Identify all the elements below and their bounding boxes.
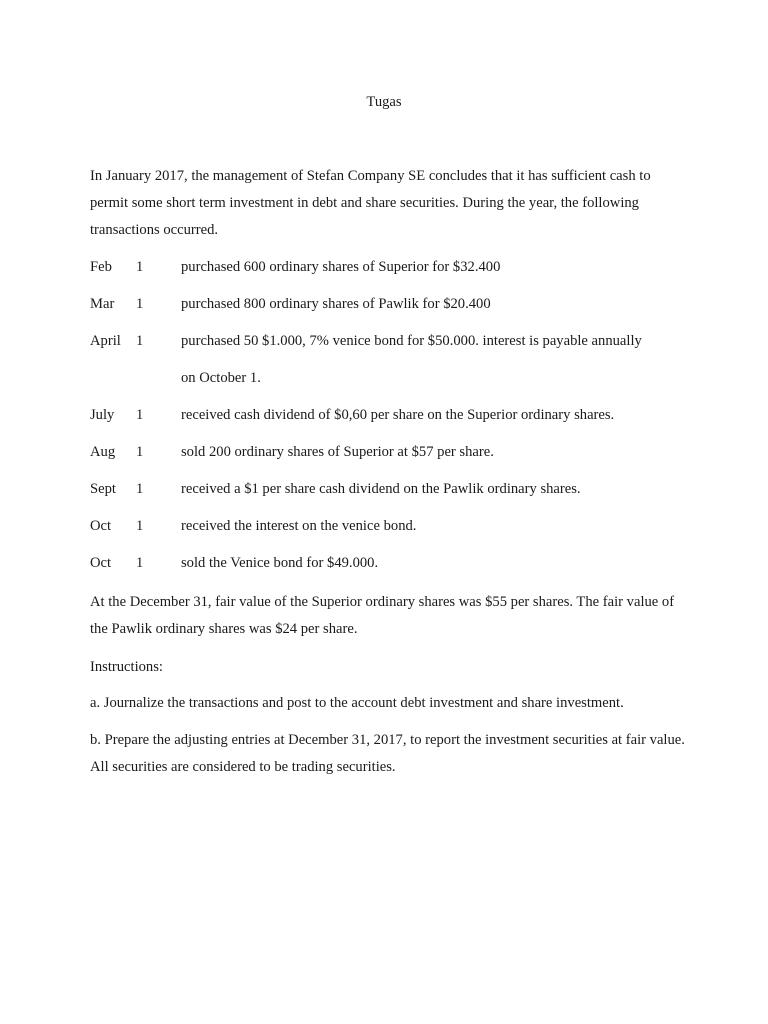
transaction-day: 1 (136, 481, 144, 497)
fair-value-paragraph: At the December 31, fair value of the Superior ordinary shares was $55 per shares. The fair value of the Pawlik ordinary shares was $24 per share. (90, 594, 675, 637)
transaction-description: received the interest on the venice bond. (181, 518, 417, 534)
transaction-month: Oct (90, 555, 112, 571)
transaction-description-continued: on October 1. (181, 370, 261, 386)
transaction-description: received a $1 per share cash dividend on the Pawlik ordinary shares. (181, 481, 581, 497)
transaction-description: sold 200 ordinary shares of Superior at $57 per share. (181, 444, 494, 460)
document-title: Tugas (366, 94, 402, 110)
transaction-day: 1 (136, 444, 144, 460)
transaction-day: 1 (136, 333, 144, 349)
transaction-month: Oct (90, 518, 112, 534)
transaction-description: purchased 50 $1.000, 7% venice bond for $50.000. interest is payable annually (181, 333, 642, 349)
transaction-month: July (90, 407, 115, 423)
transaction-month: Sept (90, 481, 116, 497)
transaction-day: 1 (136, 555, 144, 571)
instruction-a: a. Journalize the transactions and post to the account debt investment and share investment. (90, 695, 624, 711)
transaction-description: received cash dividend of $0,60 per share on the Superior ordinary shares. (181, 407, 615, 423)
instruction-b: b. Prepare the adjusting entries at December 31, 2017, to report the investment securities at fair value. All securities are considered to be trading securities. (90, 732, 685, 775)
transaction-day: 1 (136, 518, 144, 534)
intro-paragraph: In January 2017, the management of Stefan Company SE concludes that it has sufficient cash to permit some short term investment in debt and share securities. During the year, the following transactions occurred. (90, 168, 651, 238)
transaction-description: sold the Venice bond for $49.000. (181, 555, 379, 571)
transaction-month: April (90, 333, 121, 349)
transaction-month: Mar (90, 296, 115, 312)
instructions-heading: Instructions: (90, 659, 163, 675)
transaction-day: 1 (136, 296, 144, 312)
transaction-day: 1 (136, 259, 144, 275)
transaction-description: purchased 600 ordinary shares of Superior for $32.400 (181, 259, 501, 275)
transaction-month: Aug (90, 444, 116, 460)
transaction-description: purchased 800 ordinary shares of Pawlik for $20.400 (181, 296, 491, 312)
transaction-day: 1 (136, 407, 144, 423)
transaction-month: Feb (90, 259, 112, 275)
